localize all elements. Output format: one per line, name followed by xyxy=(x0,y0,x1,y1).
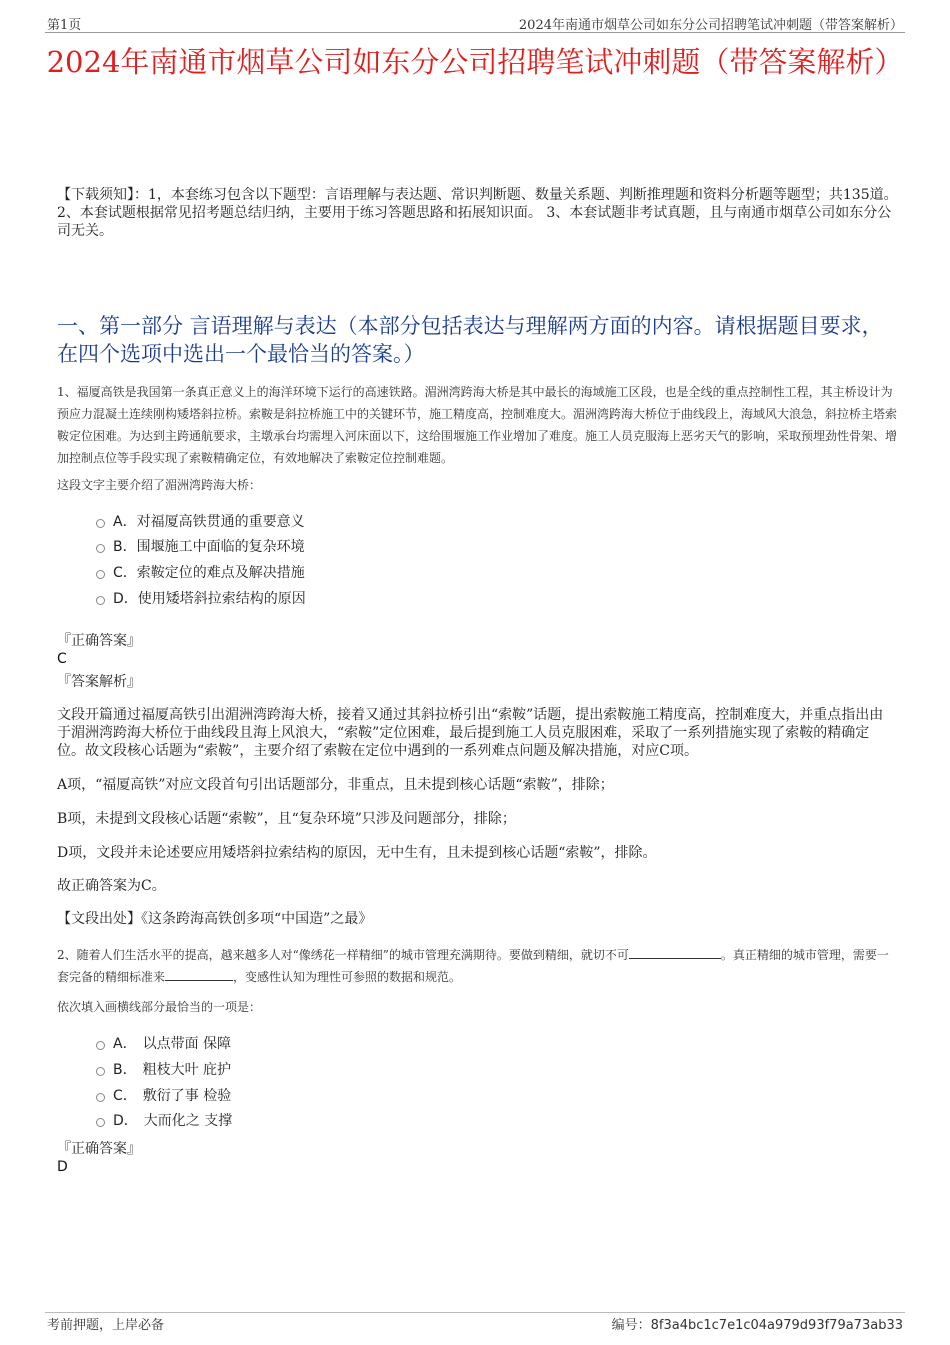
radio-icon[interactable] xyxy=(96,1041,105,1050)
option-letter: A． xyxy=(113,514,137,530)
q1-option-c[interactable] xyxy=(96,561,305,583)
option-text: 索鞍定位的难点及解决措施 xyxy=(136,565,305,581)
footer-code-value: 8f3a4bc1c7e1c04a979d93f79a73ab33 xyxy=(650,1318,903,1333)
radio-icon[interactable] xyxy=(96,570,105,579)
q1-answer-label: 『正确答案』 xyxy=(57,633,141,649)
option-letter: D． xyxy=(113,591,138,607)
q1-option-d[interactable] xyxy=(96,587,306,609)
download-notice: 【下载须知】：1，本套练习包含以下题型：言语理解与表达题、常识判断题、数量关系题、判断推理题和资料分析题等题型；共135道。 2、本套试题根据常见招考题总结归纳，主要用于练习答题思路和拓展知识面。 3、本套试题非考试真题，且与南通市烟草公司如东分公司无关。 xyxy=(57,187,898,239)
option-text: 敷衍了事 检验 xyxy=(142,1088,232,1104)
header-doc-title: 2024年南通市烟草公司如东分公司招聘笔试冲刺题（带答案解析） xyxy=(518,18,903,33)
radio-icon[interactable] xyxy=(96,544,105,553)
q1-option-b[interactable] xyxy=(96,535,305,557)
radio-icon[interactable] xyxy=(96,1093,105,1102)
q1-option-a[interactable] xyxy=(96,510,305,532)
radio-icon[interactable] xyxy=(96,596,105,605)
q2-answer-label: 『正确答案』 xyxy=(57,1141,141,1157)
footer-slogan: 考前押题，上岸必备 xyxy=(47,1318,165,1333)
q1-passage: 1、福厦高铁是我国第一条真正意义上的海洋环境下运行的高速铁路。湄洲湾跨海大桥是其中最长的海域施工区段，也是全线的重点控制性工程，其主桥设计为预应力混凝土连续刚构矮塔斜拉桥。索鞍是斜拉桥施工中的关键环节，施工精度高，控制难度大。湄洲湾跨海大桥位于曲线段上，海域风大浪急，斜拉桥主塔索鞍定位困难。为达到主跨通航要求，主墩承台均需埋入河床面以下，这给围堰施工作业增加了难度。施工人员克服海上恶劣天气的影响，采取预埋劲性骨架、增加控制点位等手段实现了索鞍精确定位，有效地解决了索鞍定位控制难题。 xyxy=(57,385,898,465)
footer-code xyxy=(612,1314,903,1333)
header-divider xyxy=(45,32,905,33)
option-letter: A． xyxy=(113,1036,137,1052)
q1-answer: C xyxy=(57,651,67,667)
q2-option-a[interactable] xyxy=(96,1032,231,1054)
radio-icon[interactable] xyxy=(96,519,105,528)
q2-answer: D xyxy=(57,1159,68,1175)
option-letter: B． xyxy=(113,1062,137,1078)
q1-analysis: 文段开篇通过福厦高铁引出湄洲湾跨海大桥，接着又通过其斜拉桥引出“索鞍”话题，提出索鞍施工精度高，控制难度大，并重点指出由于湄洲湾跨海大桥位于曲线段且海上风浪大，“索鞍”定位困难，最后提到施工人员克服困难，采取了一系列措施实现了索鞍的精确定位。故文段核心话题为“索鞍”，主要介绍了索鞍在定位中遇到的一系列难点问题及解决措施，对应C项。 xyxy=(57,707,884,759)
option-text: 对福厦高铁贯通的重要意义 xyxy=(136,514,305,530)
option-text: 大而化之 支撑 xyxy=(143,1113,233,1129)
radio-icon[interactable] xyxy=(96,1118,105,1127)
option-text: 围堰施工中面临的复杂环境 xyxy=(136,539,305,555)
option-text: 粗枝大叶 庇护 xyxy=(142,1062,232,1078)
q2-option-d[interactable] xyxy=(96,1109,232,1131)
footer-code-label: 编号： xyxy=(611,1318,651,1333)
q2-passage-part3: ，变感性认知为理性可参照的数据和规范。 xyxy=(233,970,462,984)
q1-question: 这段文字主要介绍了湄洲湾跨海大桥： xyxy=(57,478,262,492)
option-text: 以点带面 保障 xyxy=(142,1036,232,1052)
q2-passage-part1: 2、随着人们生活水平的提高，越来越多人对“像绣花一样精细”的城市管理充满期待。要做到精细，就切不可 xyxy=(57,948,629,962)
q1-conclusion: 故正确答案为C。 xyxy=(57,878,166,894)
q2-option-c[interactable] xyxy=(96,1084,231,1106)
option-text: 使用矮塔斜拉索结构的原因 xyxy=(137,591,306,607)
option-letter: B． xyxy=(113,539,137,555)
q1-analysis-d: D项，文段并未论述要应用矮塔斜拉索结构的原因，无中生有，且未提到核心话题“索鞍”，排除。 xyxy=(57,845,657,861)
blank-2 xyxy=(165,968,233,981)
q1-source: 【文段出处】《这条跨海高铁创多项“中国造”之最》 xyxy=(57,911,373,927)
q2-question: 依次填入画横线部分最恰当的一项是： xyxy=(57,1000,262,1014)
q1-analysis-b: B项，未提到文段核心话题“索鞍”，且“复杂环境”只涉及问题部分，排除； xyxy=(57,811,516,827)
option-letter: D． xyxy=(113,1113,138,1129)
q1-analysis-a: A项，“福厦高铁”对应文段首句引出话题部分，非重点，且未提到核心话题“索鞍”，排除； xyxy=(57,777,614,793)
q2-passage xyxy=(57,944,898,988)
q1-analysis-label: 『答案解析』 xyxy=(57,674,141,690)
blank-1 xyxy=(629,946,721,959)
footer-divider xyxy=(45,1312,905,1313)
page-title: 2024年南通市烟草公司如东分公司招聘笔试冲刺题（带答案解析） xyxy=(46,45,904,79)
section-title: 一、第一部分 言语理解与表达（本部分包括表达与理解两方面的内容。请根据题目要求，在四个选项中选出一个最恰当的答案。） xyxy=(57,314,883,366)
option-letter: C． xyxy=(113,1088,137,1104)
radio-icon[interactable] xyxy=(96,1067,105,1076)
page-number: 第1页 xyxy=(47,18,82,33)
option-letter: C． xyxy=(113,565,137,581)
q2-option-b[interactable] xyxy=(96,1058,231,1080)
q2-passage-part2: 。真正精细的城市管理，需要一套完备的精细标准来 xyxy=(57,948,889,984)
